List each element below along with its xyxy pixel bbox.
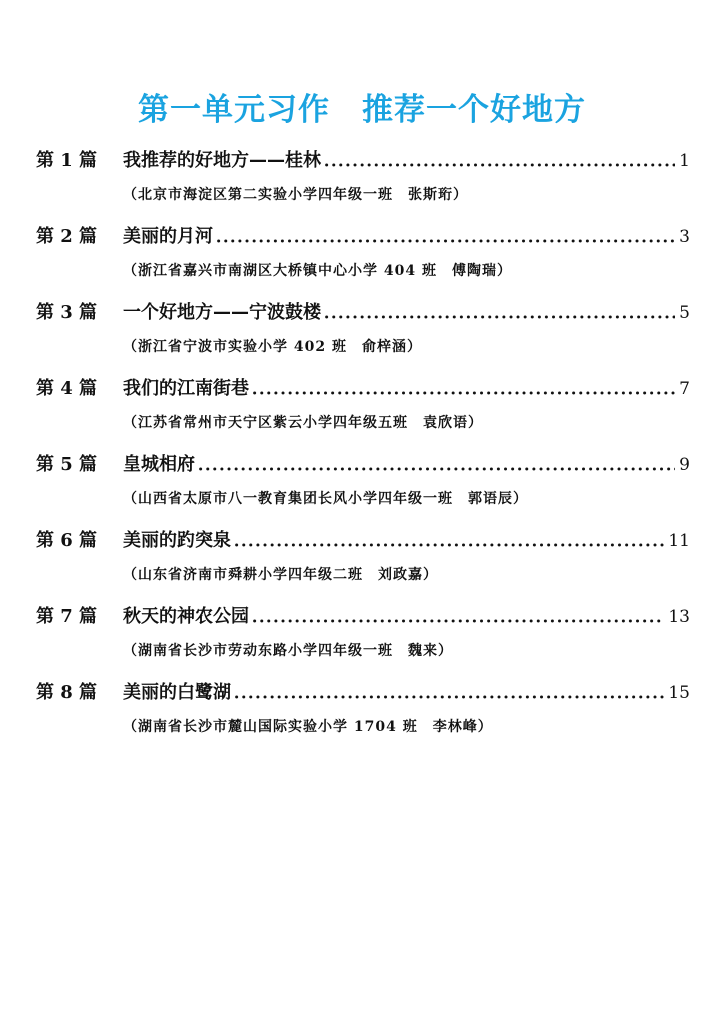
entry-title[interactable]: 美丽的趵突泉: [123, 530, 231, 551]
entry-author: （湖南省长沙市麓山国际实验小学 1704 班 李林峰）: [123, 719, 493, 735]
entry-page-number: 3: [679, 227, 690, 247]
entry-author: （浙江省嘉兴市南湖区大桥镇中心小学 404 班 傅陶瑞）: [123, 263, 512, 279]
entry-author: （湖南省长沙市劳动东路小学四年级一班 魏来）: [123, 643, 453, 659]
toc-entry[interactable]: [36, 374, 690, 444]
entry-page-number: 15: [668, 683, 690, 703]
entry-page-number: 7: [679, 379, 690, 399]
entry-number: 第 3 篇: [36, 302, 98, 323]
entry-author: （北京市海淀区第二实验小学四年级一班 张斯珩）: [123, 187, 468, 203]
entry-title[interactable]: 我推荐的好地方——桂林: [123, 150, 321, 171]
entry-title[interactable]: 美丽的月河: [123, 226, 213, 247]
page-title: 第一单元习作 推荐一个好地方: [138, 92, 586, 128]
entry-page-number: 11: [668, 531, 690, 551]
toc-entry[interactable]: [36, 146, 690, 216]
dot-leader: [325, 155, 675, 169]
toc-entry[interactable]: [36, 678, 690, 748]
toc-entry[interactable]: [36, 298, 690, 368]
entry-heading-row: [36, 450, 690, 474]
entry-page-number: 13: [668, 607, 690, 627]
entry-author: （山西省太原市八一教育集团长风小学四年级一班 郭语辰）: [123, 491, 528, 507]
entry-heading-row: [36, 374, 690, 398]
entry-number: 第 8 篇: [36, 682, 98, 703]
entry-number: 第 1 篇: [36, 150, 98, 171]
entry-author: （山东省济南市舜耕小学四年级二班 刘政嘉）: [123, 567, 438, 583]
dot-leader: [325, 307, 675, 321]
entry-author: （江苏省常州市天宁区紫云小学四年级五班 袁欣语）: [123, 415, 483, 431]
entry-number: 第 2 篇: [36, 226, 98, 247]
entry-heading-row: [36, 222, 690, 246]
entry-heading-row: [36, 526, 690, 550]
entry-title[interactable]: 皇城相府: [123, 454, 195, 475]
toc-entry[interactable]: [36, 222, 690, 292]
entry-number: 第 4 篇: [36, 378, 98, 399]
entry-page-number: 5: [679, 303, 690, 323]
entry-title[interactable]: 秋天的神农公园: [123, 606, 249, 627]
entry-page-number: 9: [679, 455, 690, 475]
entry-heading-row: [36, 602, 690, 626]
entry-number: 第 6 篇: [36, 530, 98, 551]
dot-leader: [235, 535, 664, 549]
toc-entry[interactable]: [36, 602, 690, 672]
dot-leader: [235, 687, 664, 701]
entry-title[interactable]: 美丽的白鹭湖: [123, 682, 231, 703]
entry-number: 第 7 篇: [36, 606, 98, 627]
entry-number: 第 5 篇: [36, 454, 98, 475]
dot-leader: [253, 611, 664, 625]
dot-leader: [217, 231, 675, 245]
entry-title[interactable]: 我们的江南街巷: [123, 378, 249, 399]
entry-heading-row: [36, 678, 690, 702]
entry-title[interactable]: 一个好地方——宁波鼓楼: [123, 302, 321, 323]
entry-page-number: 1: [679, 151, 690, 171]
entry-heading-row: [36, 146, 690, 170]
toc-entry[interactable]: [36, 526, 690, 596]
entry-author: （浙江省宁波市实验小学 402 班 俞梓涵）: [123, 339, 422, 355]
dot-leader: [199, 459, 675, 473]
dot-leader: [253, 383, 675, 397]
toc-entry[interactable]: [36, 450, 690, 520]
entry-heading-row: [36, 298, 690, 322]
